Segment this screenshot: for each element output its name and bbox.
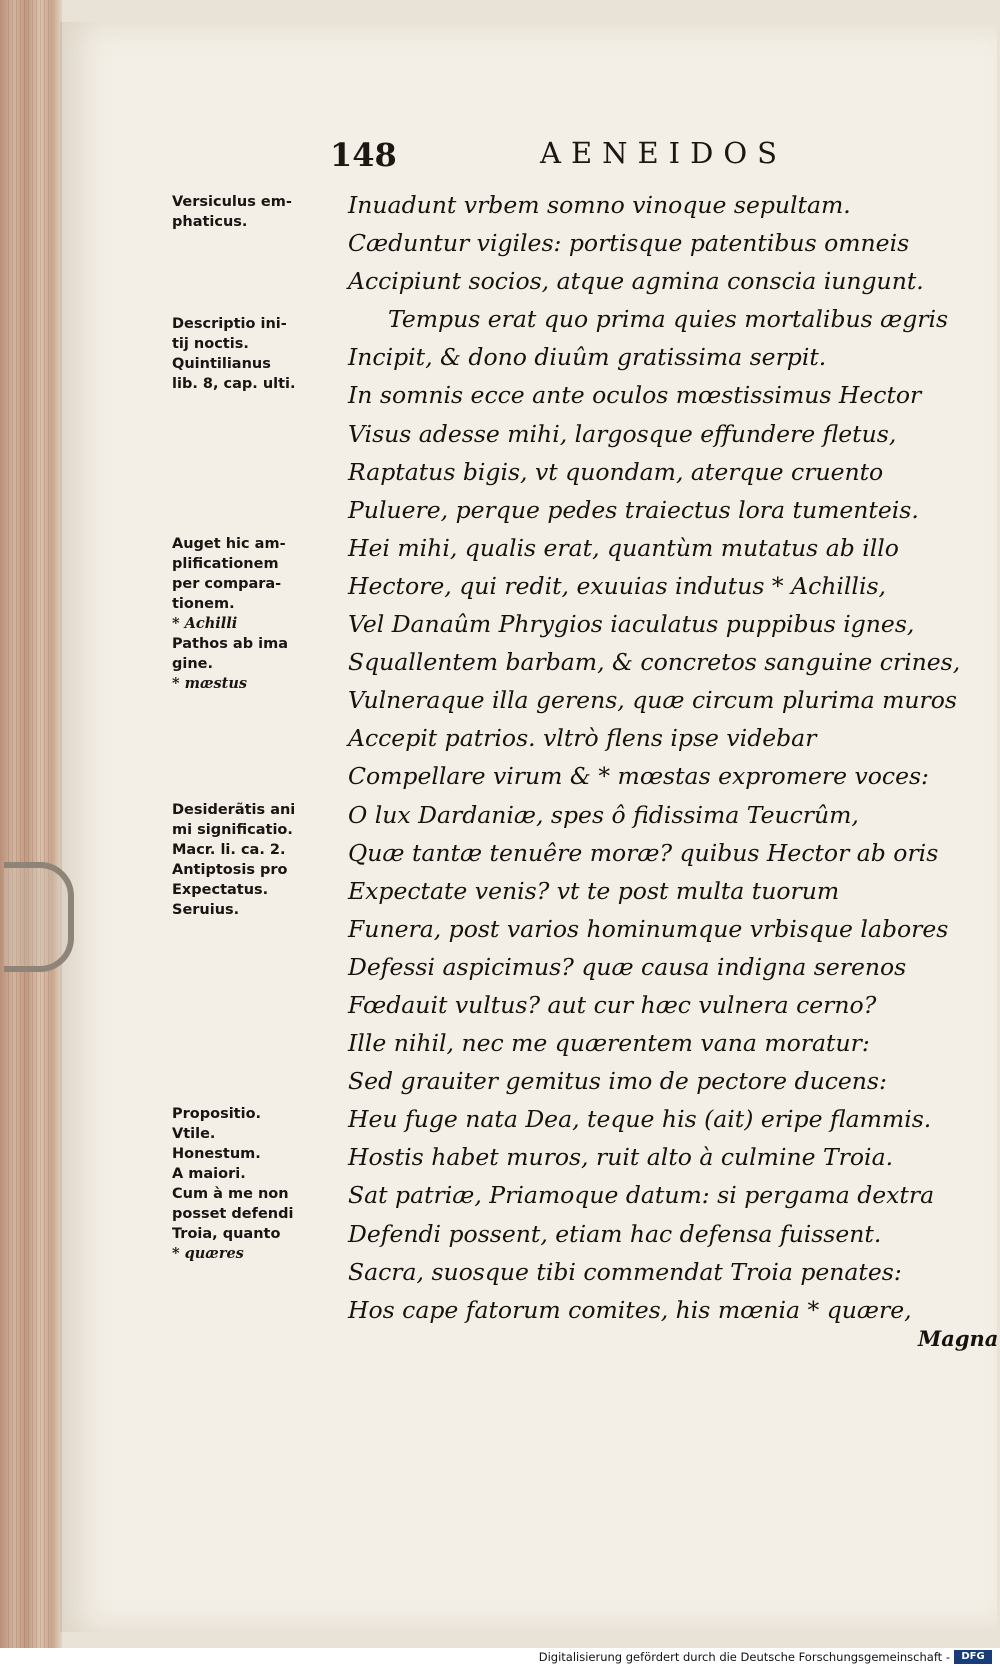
verse-line: O lux Dardaniæ, spes ô fidissima Teucrûm, (348, 800, 859, 829)
marginal-note-line: Seruius. (172, 902, 240, 918)
verse-line: Visus adesse mihi, largosque effundere fletus, (348, 419, 897, 448)
book-edge (0, 0, 62, 1648)
marginal-note-3 (172, 534, 340, 694)
verse-line: Funera, post varios hominumque vrbisque labores (348, 914, 949, 943)
verse-line: Puluere, perque pedes traiectus lora tumenteis. (348, 495, 919, 524)
marginal-note-line: posset defendi (172, 1206, 294, 1222)
marginal-note-line: Propositio. (172, 1106, 262, 1122)
verse-line: Hei mihi, qualis erat, quantùm mutatus ab illo (348, 533, 899, 562)
marginal-note-line: Honestum. (172, 1146, 261, 1162)
running-head: AENEIDOS (540, 136, 788, 170)
marginal-note-2 (172, 314, 340, 394)
marginal-note-line: A maiori. (172, 1166, 246, 1182)
marginal-note-line: gine. (172, 656, 214, 672)
verse-line: Defessi aspicimus? quæ causa indigna serenos (348, 952, 907, 981)
catchword: Magna (918, 1326, 999, 1351)
marginal-note-line: * Achilli (172, 615, 238, 632)
dfg-logo: DFG (954, 1650, 992, 1664)
marginal-note-line: * mæstus (172, 675, 248, 692)
page-clip (4, 862, 74, 972)
verse-line: Hostis habet muros, ruit alto à culmine Troia. (348, 1143, 894, 1172)
marginal-note-line: Cum à me non (172, 1186, 289, 1202)
verse-line: Accepit patrios. vltrò flens ipse videbar (348, 724, 817, 753)
marginal-note-5 (172, 1104, 340, 1264)
verse-line: Ille nihil, nec me quærentem vana moratur: (348, 1029, 870, 1058)
marginal-note-line: phaticus. (172, 214, 248, 230)
verse-block (348, 186, 988, 1329)
marginal-note-line: Versiculus em- (172, 194, 292, 210)
marginal-note-4 (172, 800, 340, 920)
verse-line: Sacra, suosque tibi commendat Troia penates: (348, 1257, 902, 1286)
marginal-note-line: Quintilianus (172, 356, 271, 372)
digitization-credit: Digitalisierung gefördert durch die Deutsche Forschungsgemeinschaft - (538, 1650, 950, 1664)
marginal-note-line: Auget hic am- (172, 536, 286, 552)
verse-line: Tempus erat quo prima quies mortalibus ægris (388, 305, 949, 334)
marginal-note-line: Descriptio ini- (172, 316, 287, 332)
verse-line: Quæ tantæ tenuêre moræ? quibus Hector ab oris (348, 838, 939, 867)
verse-line: Sed grauiter gemitus imo de pectore ducens: (348, 1067, 887, 1096)
verse-line: Hectore, qui redit, exuuias indutus * Achillis, (348, 571, 886, 600)
marginal-note-line: mi significatio. (172, 822, 293, 838)
verse-line: Sat patriæ, Priamoque datum: si pergama dextra (348, 1181, 935, 1210)
marginal-note-line: tij noctis. (172, 336, 249, 352)
verse-line: Expectate venis? vt te post multa tuorum (348, 876, 840, 905)
verse-line: Cæduntur vigiles: portisque patentibus omneis (348, 229, 910, 258)
marginal-note-line: Expectatus. (172, 882, 269, 898)
marginal-note-line: Antiptosis pro (172, 862, 288, 878)
verse-line: Heu fuge nata Dea, teque his (ait) eripe flammis. (348, 1105, 932, 1134)
marginal-note-1 (172, 192, 340, 232)
marginal-note-line: Pathos ab ima (172, 636, 288, 652)
marginal-note-line: Troia, quanto (172, 1226, 281, 1242)
verse-line: Raptatus bigis, vt quondam, aterque cruento (348, 457, 884, 486)
verse-line: Vulneraque illa gerens, quæ circum plurima muros (348, 686, 957, 715)
verse-line: Fœdauit vultus? aut cur hæc vulnera cerno? (348, 990, 877, 1019)
verse-line: Squallentem barbam, & concretos sanguine crines, (348, 648, 961, 677)
marginal-note-line: lib. 8, cap. ulti. (172, 376, 296, 392)
verse-line: Compellare virum & * mœstas expromere voces: (348, 762, 929, 791)
marginal-note-line: tionem. (172, 596, 235, 612)
verse-line: Vel Danaûm Phrygios iaculatus puppibus ignes, (348, 610, 915, 639)
verse-line: Inuadunt vrbem somno vinoque sepultam. (348, 191, 851, 219)
verse-line: Incipit, & dono diuûm gratissima serpit. (348, 343, 827, 372)
marginal-note-line: plificationem (172, 556, 279, 572)
verse-line: Defendi possent, etiam hac defensa fuissent. (348, 1219, 882, 1248)
verse-line: In somnis ecce ante oculos mœstissimus Hector (348, 381, 922, 410)
marginal-note-line: Macr. li. ca. 2. (172, 842, 286, 858)
page-number: 148 (330, 136, 397, 174)
verse-line: Hos cape fatorum comites, his mœnia * quære, (348, 1295, 912, 1324)
marginal-note-line: Desiderãtis ani (172, 802, 296, 818)
marginal-note-line: Vtile. (172, 1126, 216, 1142)
verse-line: Accipiunt socios, atque agmina conscia iungunt. (348, 267, 924, 296)
marginal-note-line: * quæres (172, 1245, 244, 1262)
marginal-note-line: per compara- (172, 576, 282, 592)
